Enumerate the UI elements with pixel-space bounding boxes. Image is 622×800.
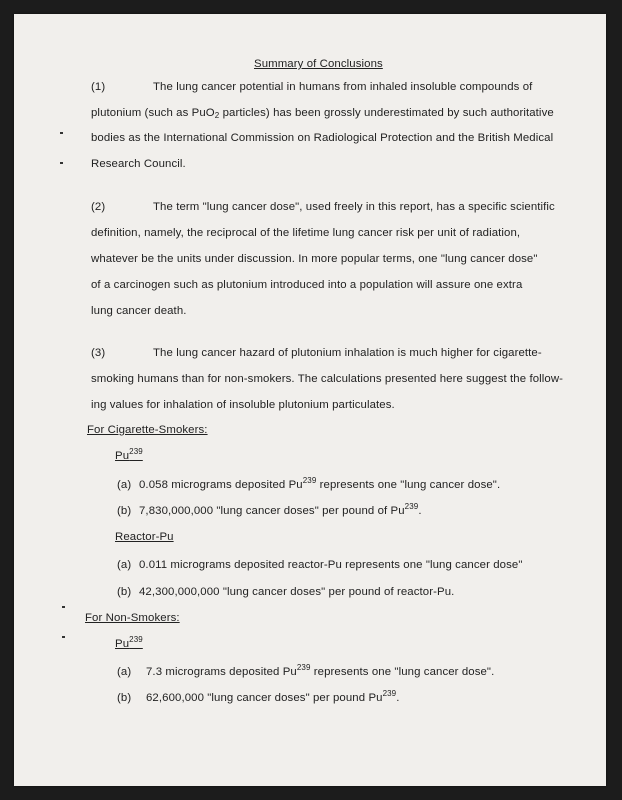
- section-2-line-1: (2) The term "lung cancer dose", used freely in this report, has a specific scientific: [91, 201, 555, 213]
- nonsmokers-pu239-label: Pu$^{239}$: [115, 635, 143, 650]
- section-1-line-2: plutonium (such as PuO$_2$ particles) has been grossly underestimated by such authoritative: [91, 107, 554, 120]
- section-2-line-2: definition, namely, the reciprocal of the lifetime lung cancer risk per unit of radiation,: [91, 227, 521, 239]
- section-1-line-1: (1) The lung cancer potential in humans from inhaled insoluble compounds of: [91, 81, 533, 93]
- section-3-number: (3): [91, 347, 106, 359]
- smokers-heading: For Cigarette-Smokers:: [87, 424, 208, 436]
- section-2-line-3: whatever be the units under discussion. In more popular terms, one "lung cancer dose": [91, 253, 538, 265]
- document-body: [14, 14, 606, 786]
- document-page: [14, 14, 606, 786]
- section-2-line-5: lung cancer death.: [91, 305, 187, 317]
- margin-mark: [60, 162, 63, 164]
- margin-mark: [62, 606, 65, 608]
- page-title: Summary of Conclusions: [254, 58, 383, 70]
- section-2-line-4: of a carcinogen such as plutonium introduced into a population will assure one extra: [91, 279, 523, 291]
- margin-mark: [62, 636, 65, 638]
- section-1-line-3: bodies as the International Commission on Radiological Protection and the British Medical: [91, 132, 554, 144]
- section-3-line-3: ing values for inhalation of insoluble plutonium particulates.: [91, 399, 395, 411]
- section-3-line-1: (3) The lung cancer hazard of plutonium inhalation is much higher for cigarette-: [91, 347, 542, 359]
- section-1-number: (1): [91, 81, 106, 93]
- nonsmokers-heading: For Non-Smokers:: [85, 612, 180, 624]
- smokers-item-a: (a) 0.058 micrograms deposited Pu$^{239}$ represents one "lung cancer dose".: [117, 476, 501, 491]
- reactor-item-b: (b) 42,300,000,000 "lung cancer doses" per pound of reactor-Pu.: [117, 586, 455, 598]
- section-3-line-2: smoking humans than for non-smokers. The calculations presented here suggest the follow-: [91, 373, 564, 385]
- nonsmokers-item-a: (a) 7.3 micrograms deposited Pu$^{239}$ represents one "lung cancer dose".: [117, 663, 495, 678]
- smokers-pu239-label: Pu$^{239}$: [115, 447, 143, 462]
- margin-mark: [60, 132, 63, 134]
- reactor-item-a: (a) 0.011 micrograms deposited reactor-Pu represents one "lung cancer dose": [117, 559, 523, 571]
- section-2-number: (2): [91, 201, 106, 213]
- smokers-item-b: (b) 7,830,000,000 "lung cancer doses" per pound of Pu$^{239}$.: [117, 502, 422, 517]
- section-1-line-4: Research Council.: [91, 158, 186, 170]
- nonsmokers-item-b: (b) 62,600,000 "lung cancer doses" per pound Pu$^{239}$.: [117, 689, 400, 704]
- reactor-pu-label: Reactor-Pu: [115, 531, 174, 543]
